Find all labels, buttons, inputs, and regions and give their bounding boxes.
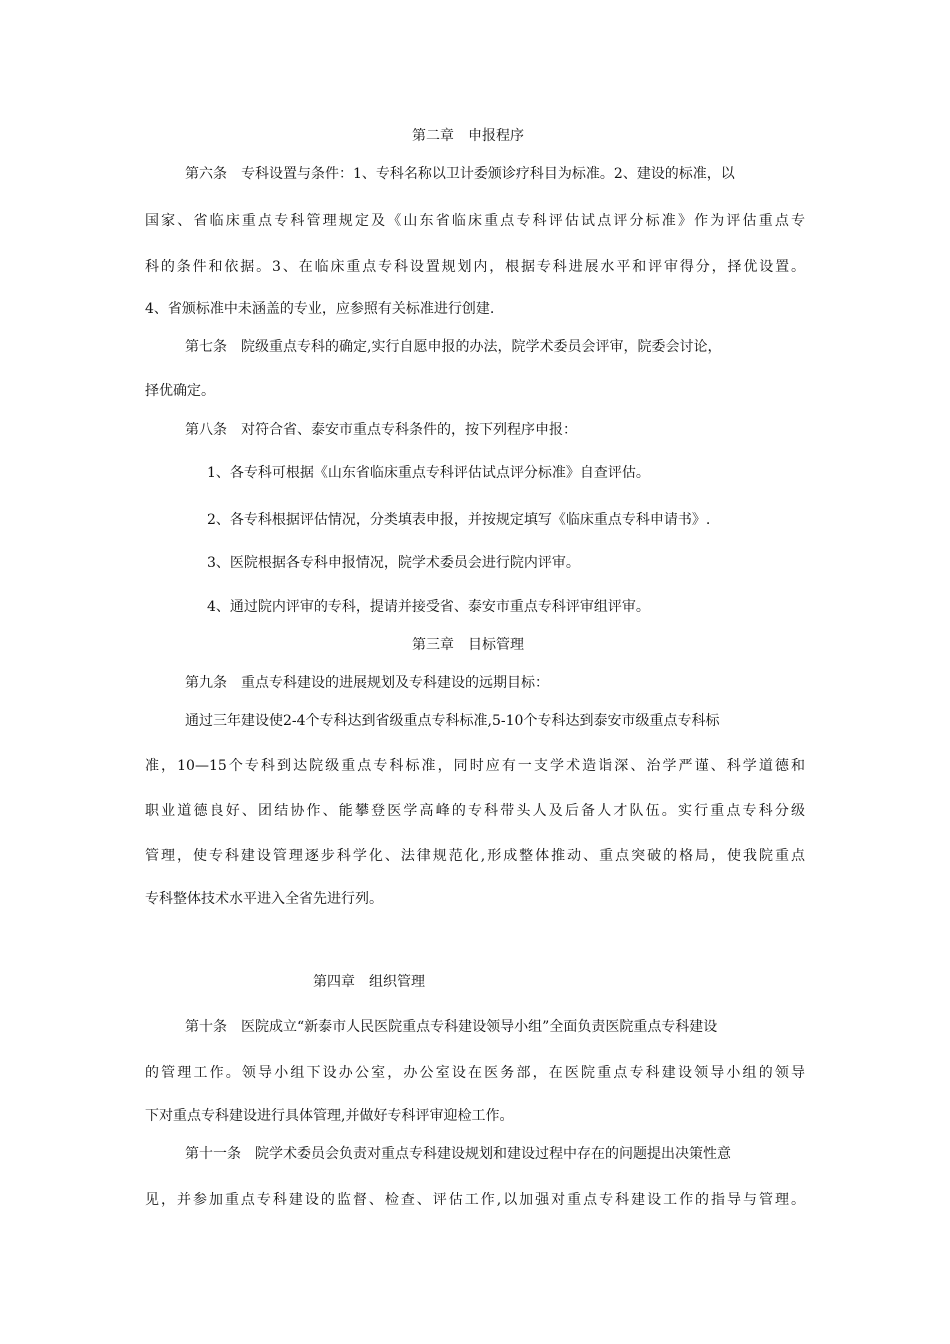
article-7-line-1: 第七条 院级重点专科的确定,实行自愿申报的办法，院学术委员会评审，院委会讨论， bbox=[185, 339, 722, 355]
article-10-line-1: 第十条 医院成立“新泰市人民医院重点专科建设领导小组”全面负责医院重点专科建设 bbox=[185, 1019, 718, 1035]
article-8: 第八条 对符合省、泰安市重点专科条件的，按下列程序申报： bbox=[185, 422, 577, 438]
article-11-line-1: 第十一条 院学术委员会负责对重点专科建设规划和建设过程中存在的问题提出决策性意 bbox=[185, 1146, 731, 1162]
article-9: 第九条 重点专科建设的进展规划及专科建设的远期目标： bbox=[185, 675, 549, 691]
article-6-line-3: 科的条件和依据。3、在临床重点专科设置规划内，根据专科进展水平和评审得分，择优设置。 bbox=[145, 259, 805, 275]
goals-line-5: 专科整体技术水平进入全省先进行列。 bbox=[145, 891, 383, 907]
procedure-step-2: 2、各专科根据评估情况，分类填表申报，并按规定填写《临床重点专科申请书》. bbox=[207, 512, 711, 528]
procedure-step-1: 1、各专科可根据《山东省临床重点专科评估试点评分标准》自查评估。 bbox=[207, 465, 650, 481]
goals-line-1: 通过三年建设使2-4个专科达到省级重点专科标准,5-10个专科达到泰安市级重点专科标 bbox=[185, 713, 720, 729]
article-11-line-2: 见，并参加重点专科建设的监督、检查、评估工作,以加强对重点专科建设工作的指导与管理。 bbox=[145, 1192, 805, 1208]
procedure-step-3: 3、医院根据各专科申报情况，院学术委员会进行院内评审。 bbox=[207, 555, 580, 571]
goals-line-4: 管理，使专科建设管理逐步科学化、法律规范化,形成整体推动、重点突破的格局，使我院重点 bbox=[145, 848, 805, 864]
article-6-line-2: 国家、省临床重点专科管理规定及《山东省临床重点专科评估试点评分标准》作为评估重点专 bbox=[145, 213, 805, 229]
chapter-3-title: 第三章 目标管理 bbox=[412, 637, 524, 653]
procedure-step-4: 4、通过院内评审的专科，提请并接受省、泰安市重点专科评审组评审。 bbox=[207, 599, 650, 615]
chapter-2-title: 第二章 申报程序 bbox=[412, 128, 524, 144]
goals-line-3: 职业道德良好、团结协作、能攀登医学高峰的专科带头人及后备人才队伍。实行重点专科分级 bbox=[145, 803, 805, 819]
chapter-4-title: 第四章 组织管理 bbox=[313, 974, 425, 990]
goals-line-2: 准，10—15个专科到达院级重点专科标准，同时应有一支学术造诣深、治学严谨、科学道德和 bbox=[145, 758, 805, 774]
article-7-line-2: 择优确定。 bbox=[145, 383, 215, 399]
article-10-line-3: 下对重点专科建设进行具体管理,并做好专科评审迎检工作。 bbox=[145, 1108, 514, 1124]
article-6-line-4: 4、省颁标准中未涵盖的专业，应参照有关标准进行创建. bbox=[145, 301, 495, 317]
article-6-line-1: 第六条 专科设置与条件：1、专科名称以卫计委颁诊疗科目为标准。2、建设的标准，以 bbox=[185, 166, 735, 182]
article-10-line-2: 的管理工作。领导小组下设办公室，办公室设在医务部，在医院重点专科建设领导小组的领导 bbox=[145, 1065, 805, 1081]
